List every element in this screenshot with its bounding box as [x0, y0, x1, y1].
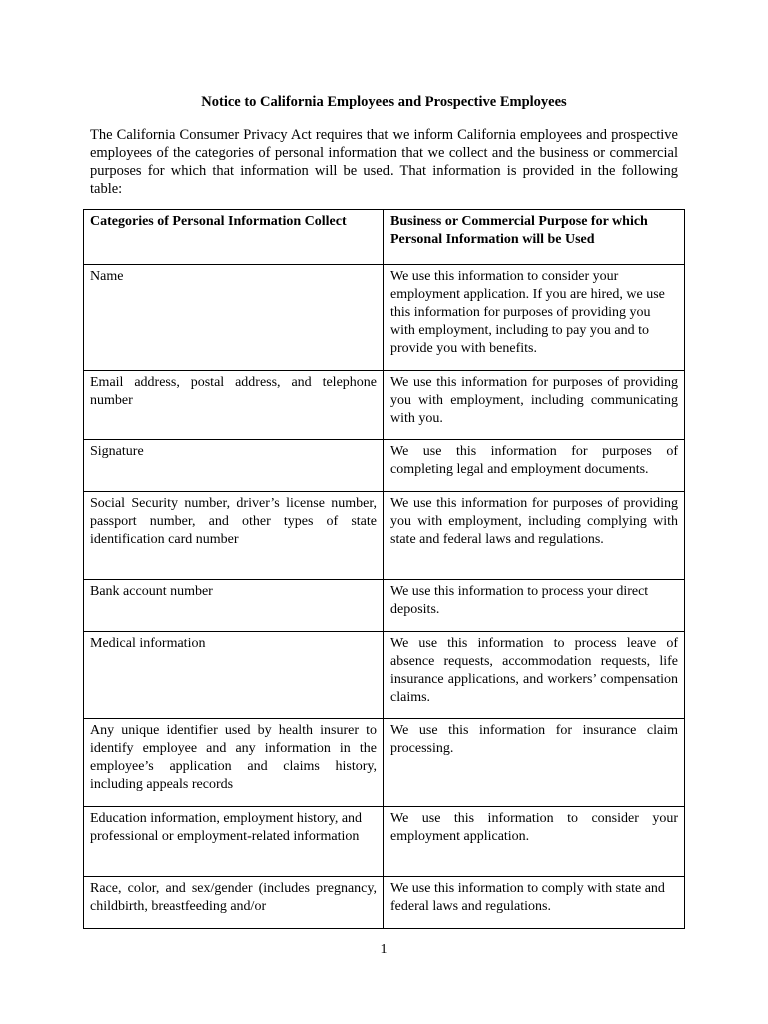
- table-row: [84, 371, 685, 440]
- category-cell: Education information, employment history, and professional or employment-related information: [84, 807, 384, 877]
- category-cell: Email address, postal address, and telephone number: [84, 371, 384, 440]
- purpose-cell: We use this information to consider your employment application.: [384, 807, 685, 877]
- table-row: [84, 265, 685, 371]
- category-cell: Name: [84, 265, 384, 371]
- table-row: [84, 632, 685, 719]
- category-cell: Race, color, and sex/gender (includes pregnancy, childbirth, breastfeeding and/or: [84, 877, 384, 929]
- table-row: [84, 719, 685, 807]
- purpose-cell: We use this information for purposes of providing you with employment, including complying with state and federal laws and regulations.: [384, 492, 685, 580]
- purpose-cell: We use this information for purposes of providing you with employment, including communicating with you.: [384, 371, 685, 440]
- purpose-cell: We use this information to comply with state and federal laws and regulations.: [384, 877, 685, 929]
- table-row: [84, 580, 685, 632]
- purpose-cell: We use this information to process leave of absence requests, accommodation requests, life insurance applications, and workers’ compensation claims.: [384, 632, 685, 719]
- table-row: [84, 877, 685, 929]
- header-purpose: Business or Commercial Purpose for which Personal Information will be Used: [384, 210, 685, 265]
- header-categories: Categories of Personal Information Collect: [84, 210, 384, 265]
- category-cell: Any unique identifier used by health insurer to identify employee and any information in the employee’s application and claims history, including appeals records: [84, 719, 384, 807]
- purpose-cell: We use this information for insurance claim processing.: [384, 719, 685, 807]
- table-row: [84, 492, 685, 580]
- purpose-cell: We use this information to consider your employment application. If you are hired, we use this information for purposes of providing you with employment, including to pay you and to provide you with benefits.: [384, 265, 685, 371]
- table-header-row: [84, 210, 685, 265]
- page-title: Notice to California Employees and Prospective Employees: [201, 94, 567, 110]
- page-number: 1: [380, 942, 388, 957]
- purpose-cell: We use this information for purposes of completing legal and employment documents.: [384, 440, 685, 492]
- category-cell: Signature: [84, 440, 384, 492]
- table-row: [84, 807, 685, 877]
- intro-paragraph: The California Consumer Privacy Act requires that we inform California employees and prospective employees of the categories of personal information that we collect and the business or commercial purposes for which that information will be used. That information is provided in the following table:: [90, 127, 678, 197]
- category-cell: Social Security number, driver’s license number, passport number, and other types of state identification card number: [84, 492, 384, 580]
- table-row: [84, 440, 685, 492]
- category-cell: Bank account number: [84, 580, 384, 632]
- category-cell: Medical information: [84, 632, 384, 719]
- purpose-cell: We use this information to process your direct deposits.: [384, 580, 685, 632]
- personal-information-table: [83, 209, 685, 929]
